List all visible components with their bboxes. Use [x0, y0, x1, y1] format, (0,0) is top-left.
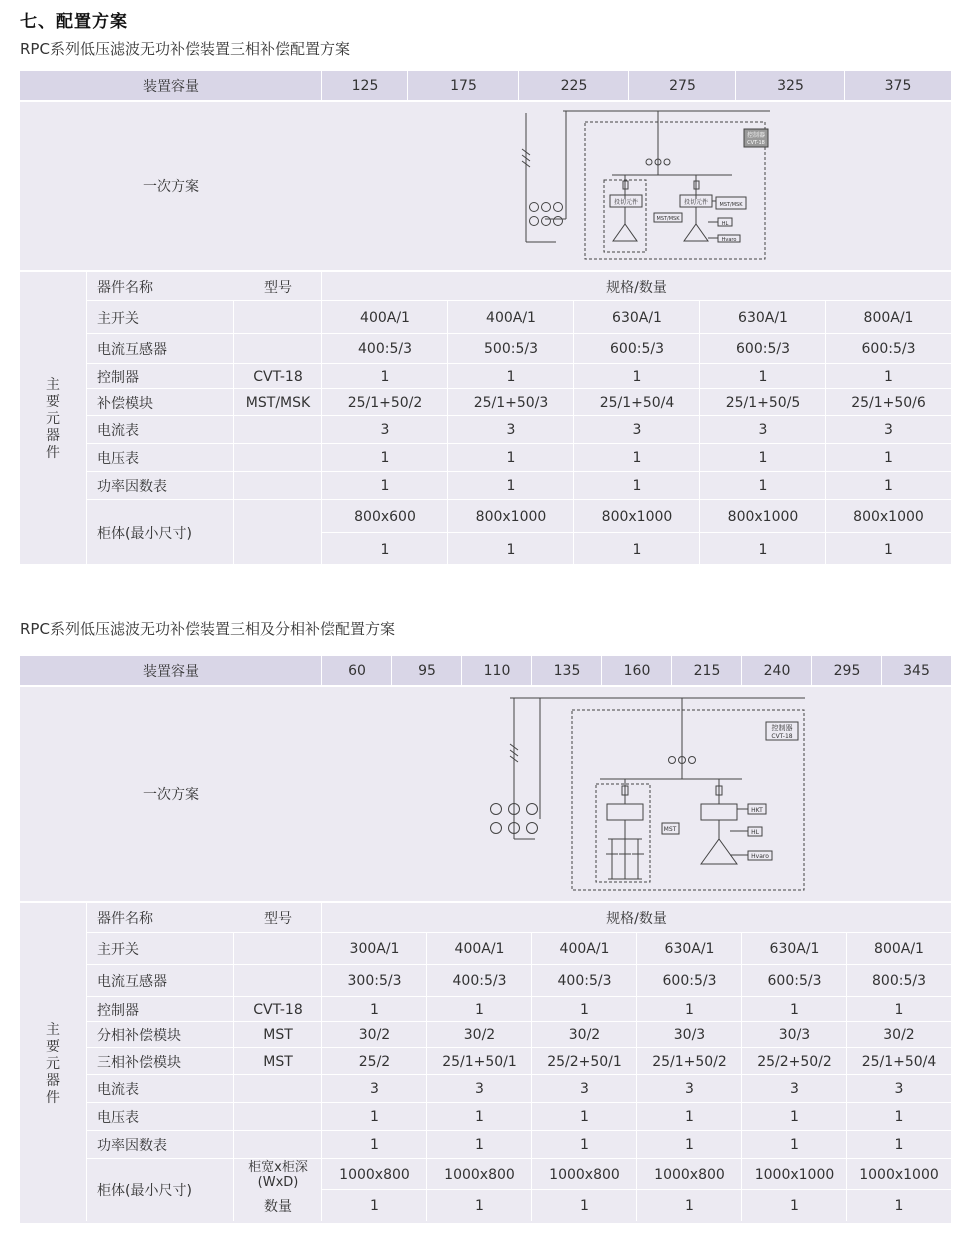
row-divider	[87, 1047, 951, 1048]
spec-value: 1	[632, 368, 642, 385]
cabinet-qty-value: 1	[884, 541, 893, 558]
schematic-mst: MST	[663, 826, 677, 833]
row-divider	[87, 932, 951, 933]
component-row	[20, 334, 951, 364]
column-divider	[233, 933, 234, 1221]
spec-value: 600:5/3	[767, 973, 822, 989]
component-model	[234, 472, 322, 500]
cabinet-qty-model: 数量	[264, 1198, 292, 1215]
column-divider	[636, 933, 637, 1221]
column-divider	[846, 933, 847, 1221]
header-divider	[531, 656, 532, 685]
spec-value: 1	[370, 1137, 379, 1153]
cabinet-size-value: 800x1000	[727, 508, 799, 525]
cabinet-size-value: 1000x800	[654, 1166, 725, 1183]
spec-value: 400A/1	[486, 309, 536, 326]
spec-value: 25/1+50/6	[851, 394, 926, 411]
spec-value: 1	[685, 1001, 694, 1018]
spec-value: 400A/1	[360, 309, 410, 326]
spec-value: 25/1+50/1	[442, 1053, 517, 1070]
component-model	[234, 1075, 322, 1103]
component-name: 分相补偿模块	[97, 1028, 181, 1044]
row-divider	[87, 1021, 951, 1022]
row-divider	[87, 1074, 951, 1075]
component-model	[234, 334, 322, 364]
table1	[20, 71, 951, 564]
spec-value: 1	[370, 1001, 379, 1018]
header-divider	[881, 656, 882, 685]
spec-value: 3	[632, 422, 642, 438]
cabinet-size-model-line: (WxD)	[257, 1174, 299, 1190]
scheme-label: 一次方案	[143, 787, 199, 803]
spec-value: 1	[580, 1137, 589, 1153]
component-model: MST	[263, 1027, 293, 1043]
spec-value: 3	[685, 1081, 694, 1097]
header-divider	[518, 71, 519, 100]
spec-value: 25/1+50/5	[725, 394, 801, 411]
spec-value: 800A/1	[863, 309, 914, 326]
component-name: 控制器	[97, 369, 139, 386]
capacity-label: 装置容量	[143, 78, 199, 95]
header-divider	[671, 656, 672, 685]
header-divider	[321, 71, 322, 100]
cabinet-qty-value: 1	[580, 1197, 589, 1214]
spec-value: 1	[475, 1137, 484, 1153]
spec-value: 1	[884, 450, 893, 466]
spec-value: 30/3	[673, 1027, 706, 1043]
spec-value: 300:5/3	[347, 973, 402, 989]
schematic-hl: HL	[751, 829, 759, 836]
side-char: 主	[46, 377, 60, 393]
spec-value: 3	[884, 422, 893, 438]
schematic-hvaro: Hvaro	[721, 237, 737, 243]
schematic-module-note: MST/MSK	[719, 202, 743, 208]
cabinet-size-value: 1000x1000	[859, 1166, 939, 1183]
row-divider	[87, 415, 951, 416]
component-row	[20, 364, 951, 389]
spec-value: 3	[894, 1081, 904, 1097]
column-divider	[825, 301, 826, 566]
cabinet-qty-value: 1	[370, 1197, 379, 1214]
name-header: 器件名称	[97, 279, 153, 296]
column-divider	[86, 272, 87, 566]
schematic-controller-text: 控制器	[771, 724, 793, 732]
column-divider	[86, 903, 87, 1221]
spec-value: 1	[758, 368, 768, 385]
side-char: 器	[46, 1073, 60, 1089]
spec-value: 630A/1	[664, 941, 715, 957]
component-name: 功率因数表	[97, 1138, 167, 1154]
spec-value: 25/1+50/4	[599, 394, 675, 411]
cabinet-size-value: 1000x1000	[754, 1166, 835, 1183]
capacity-value: 215	[693, 662, 721, 679]
side-char: 器	[46, 428, 60, 444]
component-model	[234, 933, 322, 965]
spec-value: 630A/1	[769, 941, 820, 957]
section-title: 七、配置方案	[20, 12, 128, 32]
spec-value: 1	[632, 478, 642, 494]
component-name: 电流表	[97, 423, 139, 439]
spec-value: 1	[894, 1137, 904, 1153]
spec-value: 3	[380, 422, 390, 438]
spec-value: 3	[758, 422, 768, 438]
cabinet-size-value: 1000x800	[339, 1166, 410, 1183]
spec-value: 1	[884, 368, 893, 385]
header-divider	[601, 656, 602, 685]
component-model	[234, 965, 322, 997]
spec-value: 3	[475, 1081, 484, 1097]
table2	[20, 656, 951, 1223]
component-model	[234, 301, 322, 334]
component-name: 电压表	[97, 451, 139, 467]
side-char: 元	[46, 1056, 60, 1072]
spec-value: 1	[506, 450, 516, 466]
schematic-hkt: HKT	[751, 807, 763, 814]
component-row	[20, 1131, 951, 1159]
spec-value: 600:5/3	[861, 341, 916, 357]
component-row	[20, 301, 951, 334]
side-char: 要	[46, 1039, 60, 1055]
row-divider	[87, 333, 951, 334]
cabinet-name: 柜体(最小尺寸)	[97, 1183, 192, 1199]
name-header: 器件名称	[97, 911, 153, 927]
column-divider	[321, 903, 322, 1221]
cabinet-row	[20, 500, 951, 566]
spec-value: 30/2	[883, 1027, 915, 1043]
column-divider	[233, 301, 234, 566]
component-row	[20, 965, 951, 997]
capacity-value: 295	[833, 662, 861, 679]
spec-value: 3	[790, 1081, 799, 1097]
spec-value: 30/2	[568, 1027, 601, 1043]
spec-value: 1	[685, 1109, 694, 1125]
component-row	[20, 1022, 951, 1048]
spec-value: 1	[894, 1001, 904, 1018]
spec-value: 1	[506, 368, 516, 385]
cabinet-size-value: 800x1000	[475, 508, 547, 525]
component-row	[20, 389, 951, 416]
spec-value: 3	[370, 1081, 379, 1097]
capacity-label: 装置容量	[143, 663, 199, 680]
spec-value: 1	[790, 1137, 799, 1153]
spec-value: 3	[506, 422, 516, 438]
schematic-controller-model: CVT-18	[771, 733, 793, 740]
capacity-value: 275	[669, 77, 696, 94]
capacity-value: 345	[903, 662, 930, 679]
header-divider	[407, 71, 408, 100]
cabinet-name: 柜体(最小尺寸)	[97, 526, 192, 542]
capacity-value: 175	[450, 77, 477, 94]
component-model: MST	[263, 1053, 293, 1070]
row-divider	[87, 363, 951, 364]
row-divider	[87, 443, 951, 444]
row-divider	[87, 1102, 951, 1103]
column-divider	[321, 272, 322, 566]
schematic-controller-model: CVT-18	[747, 140, 765, 146]
spec-header: 规格/数量	[606, 279, 667, 296]
capacity-value: 110	[483, 662, 511, 679]
column-divider	[426, 933, 427, 1221]
component-row	[20, 1048, 951, 1075]
component-name: 主开关	[97, 942, 139, 958]
capacity-value: 375	[884, 77, 912, 94]
schematic-module: MST/MSK	[656, 216, 680, 222]
schematic-hl: HL	[721, 221, 729, 227]
spec-value: 25/2+50/2	[757, 1053, 832, 1070]
spec-value: 1	[894, 1109, 904, 1125]
component-model	[234, 1131, 322, 1159]
spec-value: 630A/1	[612, 309, 662, 326]
component-name: 控制器	[97, 1002, 139, 1019]
capacity-value: 60	[348, 662, 366, 679]
component-row	[20, 1103, 951, 1131]
component-row	[20, 933, 951, 965]
spec-value: 25/1+50/2	[347, 394, 423, 411]
table1-capacity-row	[20, 71, 951, 100]
spec-value: 1	[380, 368, 390, 385]
component-name: 电流表	[97, 1082, 139, 1098]
spec-value: 1	[790, 1109, 799, 1125]
spec-value: 30/2	[358, 1027, 391, 1043]
spec-value: 25/1+50/3	[473, 394, 549, 411]
spec-value: 3	[580, 1081, 589, 1097]
spec-value: 25/1+50/4	[861, 1053, 937, 1070]
components-header-row	[20, 272, 951, 301]
cabinet-qty-value: 1	[632, 541, 642, 558]
column-divider	[447, 301, 448, 566]
spec-value: 25/2	[358, 1053, 391, 1070]
spec-value: 500:5/3	[484, 341, 538, 357]
row-divider	[87, 300, 951, 301]
row-divider	[87, 964, 951, 965]
table1-scheme-row	[20, 102, 951, 270]
table2-wiring-schematic	[460, 694, 810, 894]
table1-caption: RPC系列低压滤波无功补偿装置三相补偿配置方案	[20, 40, 350, 58]
column-divider	[531, 933, 532, 1221]
components-header-row	[20, 903, 951, 933]
spec-value: 1	[685, 1137, 694, 1153]
cabinet-qty-value: 1	[475, 1197, 484, 1214]
cabinet-size-value: 1000x800	[549, 1166, 620, 1183]
cabinet-row	[20, 1159, 951, 1221]
capacity-value: 240	[763, 662, 791, 679]
row-divider	[87, 1130, 951, 1131]
capacity-value: 225	[560, 77, 588, 94]
spec-value: 1	[632, 450, 642, 466]
column-divider	[573, 301, 574, 566]
capacity-value: 325	[777, 77, 804, 94]
cabinet-size-model-line: 柜宽x柜深	[248, 1159, 308, 1175]
cabinet-qty-value: 1	[790, 1197, 799, 1214]
component-model: MST/MSK	[245, 394, 311, 411]
cabinet-qty-value: 1	[685, 1197, 694, 1214]
spec-value: 1	[475, 1001, 484, 1018]
spec-value: 600:5/3	[662, 973, 717, 989]
component-name: 电流互感器	[97, 342, 167, 358]
capacity-value: 160	[623, 662, 651, 679]
cabinet-qty-value: 1	[894, 1197, 904, 1214]
spec-value: 400:5/3	[358, 341, 412, 357]
component-row	[20, 997, 951, 1022]
header-divider	[811, 656, 812, 685]
spec-value: 400A/1	[559, 941, 610, 957]
component-row	[20, 472, 951, 500]
component-model	[234, 1103, 322, 1131]
component-model	[234, 444, 322, 472]
scheme-label: 一次方案	[143, 179, 199, 195]
cabinet-size-value: 800x1000	[853, 508, 924, 525]
header-divider	[461, 656, 462, 685]
header-divider	[628, 71, 629, 100]
spec-value: 1	[380, 478, 390, 494]
table1-wiring-schematic	[500, 109, 790, 265]
row-divider	[87, 996, 951, 997]
header-divider	[321, 656, 322, 685]
row-divider	[322, 532, 951, 533]
spec-value: 25/2+50/1	[547, 1053, 622, 1070]
spec-value: 400:5/3	[452, 973, 507, 989]
cabinet-qty-value: 1	[506, 541, 516, 558]
spec-value: 400A/1	[454, 941, 505, 957]
spec-value: 800A/1	[874, 941, 924, 957]
capacity-value: 125	[351, 77, 379, 94]
spec-value: 1	[506, 478, 516, 494]
schematic-controller-text: 控制器	[746, 132, 766, 139]
component-name: 功率因数表	[97, 479, 167, 495]
spec-header: 规格/数量	[606, 911, 667, 927]
side-char: 要	[46, 394, 60, 410]
cabinet-size-value: 1000x800	[444, 1166, 515, 1183]
spec-value: 300A/1	[349, 941, 400, 957]
model-header: 型号	[264, 279, 292, 296]
row-divider	[87, 388, 951, 389]
spec-value: 1	[370, 1109, 379, 1125]
component-row	[20, 444, 951, 472]
cabinet-size-value: 800x1000	[601, 508, 673, 525]
cabinet-size-value: 800x600	[354, 508, 416, 525]
header-divider	[844, 71, 845, 100]
schematic-switch-element: 投切元件	[613, 199, 639, 206]
side-char: 件	[46, 1090, 60, 1106]
spec-value: 1	[475, 1109, 484, 1125]
spec-value: 600:5/3	[736, 341, 790, 357]
capacity-value: 135	[553, 662, 581, 679]
component-model	[234, 416, 322, 444]
spec-value: 800:5/3	[872, 973, 926, 989]
table2-caption: RPC系列低压滤波无功补偿装置三相及分相补偿配置方案	[20, 620, 395, 638]
column-divider	[741, 933, 742, 1221]
spec-value: 600:5/3	[610, 341, 664, 357]
spec-value: 1	[380, 450, 390, 466]
component-model: CVT-18	[253, 1001, 303, 1018]
spec-value: 30/2	[463, 1027, 496, 1043]
component-name: 补偿模块	[97, 395, 153, 412]
spec-value: 1	[790, 1001, 799, 1018]
side-char: 主	[46, 1022, 60, 1038]
component-name: 电压表	[97, 1110, 139, 1126]
spec-value: 1	[758, 450, 768, 466]
component-name: 主开关	[97, 310, 139, 327]
row-divider	[87, 471, 951, 472]
column-divider	[699, 301, 700, 566]
schematic-switch-element: 投切元件	[683, 199, 709, 206]
cabinet-qty-value: 1	[380, 541, 390, 558]
capacity-value: 95	[418, 662, 436, 679]
spec-value: 30/3	[778, 1027, 811, 1043]
spec-value: 1	[758, 478, 768, 494]
component-row	[20, 1075, 951, 1103]
spec-value: 400:5/3	[557, 973, 612, 989]
side-char: 元	[46, 411, 60, 427]
spec-value: 1	[580, 1109, 589, 1125]
cabinet-size-model	[234, 1159, 322, 1190]
component-name: 电流互感器	[97, 974, 167, 990]
header-divider	[741, 656, 742, 685]
header-divider	[735, 71, 736, 100]
component-model: CVT-18	[253, 368, 303, 385]
schematic-hvaro: Hvaro	[751, 853, 769, 860]
model-header: 型号	[264, 911, 292, 927]
side-char: 件	[46, 445, 60, 461]
component-name: 三相补偿模块	[97, 1054, 181, 1071]
spec-value: 630A/1	[738, 309, 788, 326]
header-divider	[391, 656, 392, 685]
spec-value: 1	[580, 1001, 589, 1018]
spec-value: 25/1+50/2	[652, 1053, 727, 1070]
spec-value: 1	[884, 478, 893, 494]
component-row	[20, 416, 951, 444]
cabinet-qty-value: 1	[758, 541, 768, 558]
